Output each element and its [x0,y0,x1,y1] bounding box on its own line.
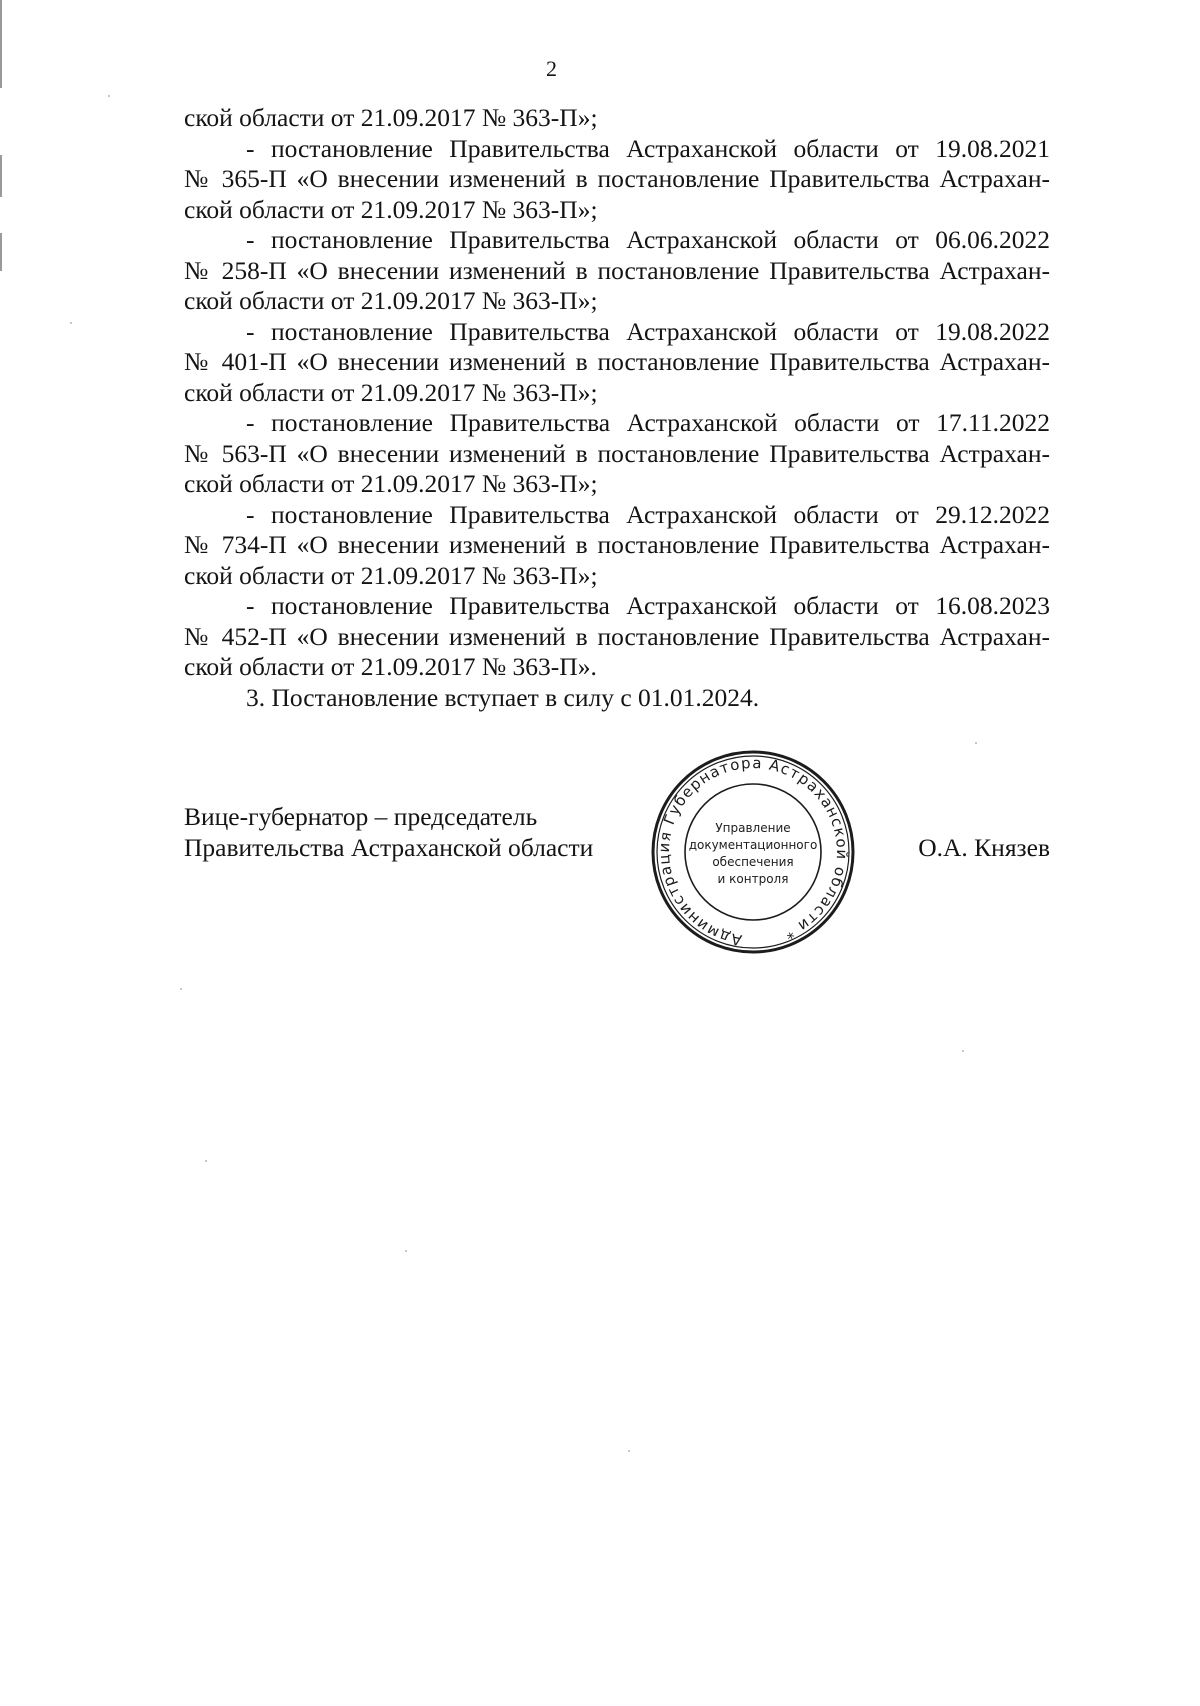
scan-speck [70,322,72,324]
scan-speck [962,1050,964,1052]
list-item-line: ской области от 21.09.2017 № 363-П»; [184,286,598,315]
signer-title: Вице-губернатор – председатель [184,802,538,831]
document-body [184,103,1050,713]
list-item-line: - постановление Правительства Астраханской области от 17.11.2022 [246,408,1050,437]
list-item-line: ской области от 21.09.2017 № 363-П»; [184,377,598,407]
scan-edge-mark [0,155,2,197]
list-item-line: - постановление Правительства Астраханской области от 16.08.2023 [246,591,1050,620]
scan-speck [180,988,182,990]
list-item-line: № 734-П «О внесении изменений в постановление Правительства Астрахан- [184,530,1050,559]
scan-speck [975,742,977,744]
signature-block [184,801,1050,863]
list-item-line: - постановление Правительства Астраханской области от 06.06.2022 [246,225,1050,254]
seal-inner-line: документационного [688,838,818,852]
list-item-line: № 401-П «О внесении изменений в постановление Правительства Астрахан- [184,347,1050,376]
seal-outer-text: Администрация Губернатора Астраханской области * [654,753,852,950]
scan-speck [108,95,110,97]
page-number: 2 [546,56,557,81]
list-item-line: ской области от 21.09.2017 № 363-П»; [184,469,598,498]
seal-inner-line: обеспечения [712,855,794,869]
signer-name: О.А. Князев [918,833,1050,862]
effective-date-clause: 3. Постановление вступает в силу с 01.01.2024. [246,682,760,712]
scan-edge-mark [0,233,2,271]
list-item-line: - постановление Правительства Астраханской области от 19.08.2021 [246,133,1050,163]
scan-speck [205,1160,207,1162]
scan-speck [628,1450,630,1452]
official-seal [649,748,857,956]
body-line: ской области от 21.09.2017 № 363-П»; [184,103,598,132]
seal-inner-line: Управление [715,821,791,835]
seal-inner-ring [685,784,821,920]
list-item-line: - постановление Правительства Астраханской области от 29.12.2022 [246,499,1050,529]
list-item-line: - постановление Правительства Астраханской области от 19.08.2022 [246,316,1050,346]
scan-speck [405,1250,407,1252]
list-item-line: № 563-П «О внесении изменений в постановление Правительства Астрахан- [184,438,1050,468]
list-item-line: ской области от 21.09.2017 № 363-П». [184,652,597,681]
list-item-line: № 258-П «О внесении изменений в постановление Правительства Астрахан- [184,255,1050,285]
list-item-line: ской области от 21.09.2017 № 363-П»; [184,560,598,590]
list-item-line: ской области от 21.09.2017 № 363-П»; [184,194,598,224]
seal-inner-line: и контроля [717,872,789,886]
list-item-line: № 452-П «О внесении изменений в постановление Правительства Астрахан- [184,621,1050,651]
signer-organization: Правительства Астраханской области [184,833,594,862]
list-item-line: № 365-П «О внесении изменений в постановление Правительства Астрахан- [184,164,1050,193]
seal-outer-ring [653,752,853,952]
